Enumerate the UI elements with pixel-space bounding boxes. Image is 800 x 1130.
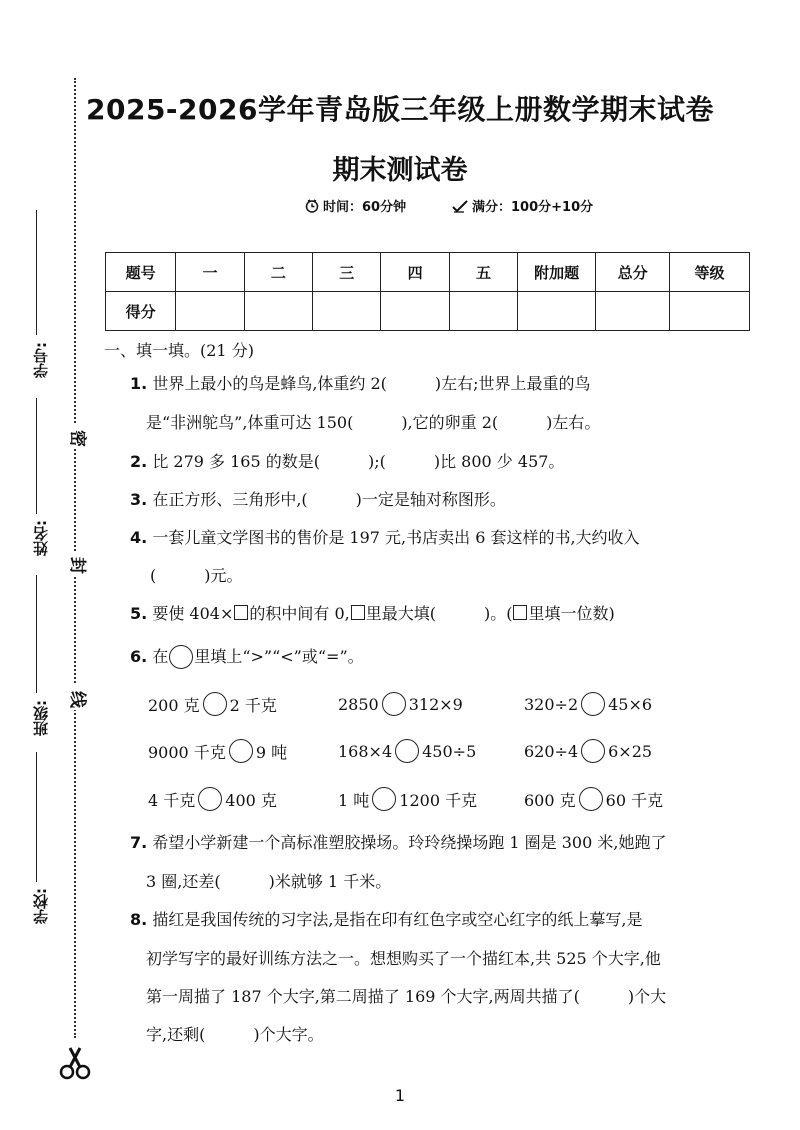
section-title: 一、填一填。(21 分) [104,341,254,360]
header-cell: 附加题 [518,253,596,292]
question-text-part: 里填上“>”“<”或“=”。 [194,647,364,666]
question-text: 一套儿童文学图书的售价是 197 元,书店卖出 6 套这样的书,大约收入 [152,528,640,547]
square-box-icon [351,605,365,620]
comparison-item [524,787,663,811]
compare-right: 1200 千克 [399,790,478,810]
compare-circle-blank[interactable] [395,739,419,763]
question-number: 4. [130,528,148,547]
question-text-part: 里最大填( )。( [365,604,513,623]
comparison-item [148,739,287,763]
scissors-icon [58,1046,92,1080]
header-cell: 三 [313,253,381,292]
compare-right: 45×6 [608,694,653,714]
comparison-item [338,692,463,716]
compare-right: 6×25 [608,741,653,761]
score-cell[interactable] [670,292,750,331]
question-text: 比 279 多 165 的数是( );( )比 800 少 457。 [152,452,565,471]
score-table-header-row [106,253,750,292]
question-text: 在正方形、三角形中,( )一定是轴对称图形。 [152,490,506,509]
circle-blank-icon [169,645,193,669]
score-cell[interactable] [518,292,596,331]
question-8-line-2: 初学写字的最好训练方法之一。想想购买了一个描红本,共 525 个大字,他 [146,949,661,968]
header-cell: 四 [381,253,449,292]
compare-circle-blank[interactable] [382,692,406,716]
class-blank [36,575,37,693]
seal-xian: 线 [67,685,90,710]
exam-title: 2025-2026学年青岛版三年级上册数学期末试卷 [86,93,714,126]
score-cell[interactable] [596,292,670,331]
compare-right: 2 千克 [229,695,277,715]
comparison-item [148,692,277,716]
question-5 [130,604,615,624]
question-1-line-2: 是“非洲鸵鸟”,体重可达 150( ),它的卵重 2( )左右。 [146,413,601,432]
compare-right: 312×9 [408,694,463,714]
comparison-item [338,787,477,811]
compare-left: 168×4 [338,741,393,761]
question-text-part: 在 [152,647,169,666]
pen-check-icon [452,199,468,213]
score-table [105,252,750,331]
exam-subtitle: 期末测试卷 [332,155,468,186]
comparison-item [524,692,652,716]
question-text: 描红是我国传统的习字法,是指在印有红色字或空心红字的纸上摹写,是 [152,910,643,929]
question-number: 3. [130,490,148,509]
header-cell: 五 [449,253,517,292]
question-number: 2. [130,452,148,471]
question-7-line-2: 3 圈,还差( )米就够 1 千米。 [146,872,392,891]
compare-circle-blank[interactable] [198,787,222,811]
question-7 [130,833,666,853]
compare-circle-blank[interactable] [203,692,227,716]
question-1 [130,374,591,394]
full-score-text: 满分：100分+10分 [472,200,594,215]
compare-left: 2850 [338,694,379,714]
school-blank [36,752,37,882]
question-text: 世界上最小的鸟是蜂鸟,体重约 2( )左右;世界上最重的鸟 [152,374,591,393]
compare-left: 9000 千克 [148,742,226,762]
header-cell: 一 [176,253,244,292]
score-cell[interactable] [244,292,312,331]
question-4 [130,528,640,548]
seal-mi: 密 [67,424,90,449]
class-label: 班级: [32,700,50,736]
question-text-part: 里填一位数) [528,604,615,623]
compare-right: 400 克 [225,790,277,810]
score-table-score-row [106,292,750,331]
compare-left: 620÷4 [524,741,579,761]
question-number: 8. [130,910,148,929]
compare-circle-blank[interactable] [581,739,605,763]
name-label: 姓名: [32,520,50,556]
compare-left: 600 克 [524,790,576,810]
square-box-icon [513,605,527,620]
clock-icon [305,199,319,213]
question-8-line-3: 第一周描了 187 个大字,第二周描了 169 个大字,两周共描了( )个大 [146,987,667,1006]
compare-circle-blank[interactable] [229,739,253,763]
time-text: 时间：60分钟 [323,200,407,215]
compare-right: 60 千克 [605,790,664,810]
question-number: 5. [130,604,148,623]
compare-left: 4 千克 [148,790,196,810]
compare-circle-blank[interactable] [372,787,396,811]
student-id-blank [36,210,37,335]
question-8 [130,910,643,930]
question-text-part: 的积中间有 0, [249,604,350,623]
question-2 [130,452,564,472]
comparison-item [148,787,277,811]
seal-feng: 封 [67,551,90,576]
time-info [305,196,406,215]
header-cell: 等级 [670,253,750,292]
score-row-label: 得分 [106,292,176,331]
compare-left: 320÷2 [524,694,579,714]
question-number: 6. [130,647,148,666]
compare-circle-blank[interactable] [581,692,605,716]
page-number: 1 [394,1086,406,1105]
question-4-line-2: ( )元。 [150,566,243,585]
square-box-icon [234,605,248,620]
compare-right: 9 吨 [255,742,288,762]
score-cell[interactable] [313,292,381,331]
score-cell[interactable] [176,292,244,331]
question-6 [130,645,364,669]
score-cell[interactable] [449,292,517,331]
question-8-line-4: 字,还剩( )个大字。 [146,1025,324,1044]
question-number: 1. [130,374,148,393]
header-cell: 题号 [106,253,176,292]
full-score-info [452,196,593,215]
school-label: 学校: [32,888,50,924]
question-text: 希望小学新建一个高标准塑胶操场。玲玲绕操场跑 1 圈是 300 米,她跑了 [152,833,667,852]
header-cell: 总分 [596,253,670,292]
question-text-part: 要使 404× [152,604,234,623]
question-3 [130,490,506,510]
comparison-item [524,739,652,763]
question-number: 7. [130,833,148,852]
compare-circle-blank[interactable] [579,787,603,811]
compare-left: 1 吨 [338,790,370,810]
score-cell[interactable] [381,292,449,331]
compare-left: 200 克 [148,695,200,715]
comparison-item [338,739,476,763]
header-cell: 二 [244,253,312,292]
student-id-label: 学号: [32,342,50,378]
compare-right: 450÷5 [422,741,477,761]
name-blank [36,398,37,514]
